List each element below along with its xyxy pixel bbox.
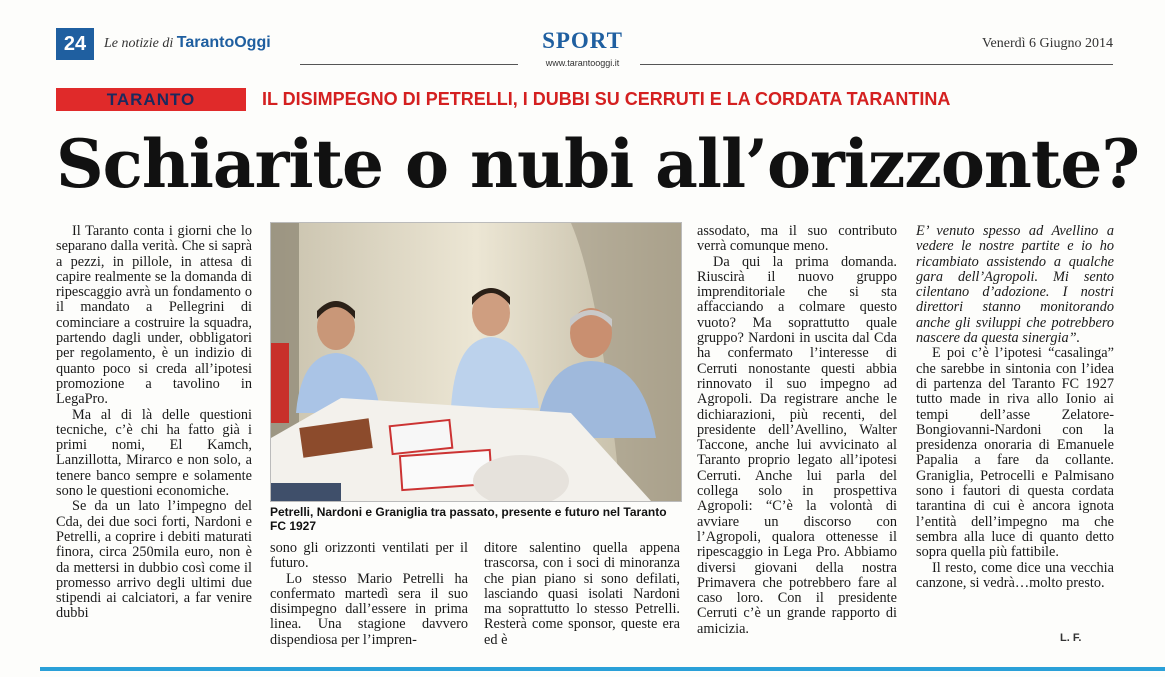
quote-paragraph	[916, 224, 1114, 346]
section-title: SPORT	[542, 28, 623, 53]
paragraph: Lo stesso Mario Petrelli ha confermato martedì sera il suo disimpegno dall’essere in prima linea. Una stagione davvero dispendiosa per l’impren-	[270, 570, 468, 648]
newspaper-name	[104, 34, 271, 52]
paragraph: E poi c’è l’ipotesi “casalinga” che sarebbe in sintonia con l’idea di partenza del Taranto FC 1927 tutto made in riva allo Ionio ai tempi dell’asse Zelatore-Bongiovanni-Nardoni con la presidenza onoraria di Emanuele Papalia a fare da collante. Graniglia, Petrocelli e Palmisano sono i fautori di questa cordata tarantina di cui è ancora ignota l’entità dell’impegno ma che sembra alla luce di quanto detto sopra quella più fattibile.	[916, 345, 1114, 561]
masthead-rule-right	[640, 64, 1113, 65]
article-column-1	[56, 224, 252, 622]
paper-sheet	[390, 420, 453, 454]
issue-date: Venerdì 6 Giugno 2014	[981, 36, 1113, 51]
paragraph: sono gli orizzonti ventilati per il futuro.	[270, 540, 468, 572]
bottom-accent-bar	[40, 667, 1165, 671]
paragraph: ditore salentino quella appena trascorsa, con i soci di minoranza che pian piano si sono defilati, lasciando quasi isolati Nardoni ma soprattutto lo stesso Petrelli. Resterà come sponsor, queste era ed è	[484, 540, 680, 648]
article-column-3	[484, 541, 680, 648]
paragraph: Il resto, come dice una vecchia canzone, si vedrà…molto presto.	[916, 559, 1114, 591]
article-column-5	[916, 224, 1114, 591]
article-photo	[270, 222, 682, 502]
article-column-2	[270, 541, 468, 648]
foreground-shoulder	[271, 483, 341, 501]
paper-prefix: Le notizie di	[104, 36, 174, 51]
website-url: www.tarantooggi.it	[545, 58, 620, 68]
kicker: IL DISIMPEGNO DI PETRELLI, I DUBBI SU CERRUTI E LA CORDATA TARANTINA	[262, 89, 951, 109]
page-number: 24	[56, 28, 94, 60]
quote-text: E’ venuto spesso ad Avellino a vedere le nostre partite e io ho ricambiato assistendo a qualche gara dell’Agropoli. Mi sento cilentano d’adozione. I nostri direttori stanno monitorando anche gli sviluppi che potrebbero nascere da questa sinergia”.	[916, 223, 1114, 347]
paragraph: Da qui la prima domanda. Riuscirà il nuovo gruppo imprenditoriale che si sta affacciando a colmare questo vuoto? Ma soprattutto quale gruppo? Nardoni in uscita dal Cda ha confermato l’interesse di Cerruti nonostante questi abbia rinnovato il suo impegno ad Agropoli. Da registrare anche le dichiarazioni, più recenti, del presidente dell’Avellino, Walter Taccone, anche lui avvicinato al Taranto proprio legato all’ipotesi Cerruti. Anche lui parla del collega solo in prospettiva Agropoli: “C’è la volontà di avviare un discorso con l’Agropoli, qualora ottenesse il ripescaggio in Lega Pro. Abbiamo diversi giovani della nostra Primavera che potrebbero fare al caso loro. Con il presidente Cerruti c’è un grande rapporto di amicizia.	[697, 253, 897, 637]
author-signature: L. F.	[1060, 632, 1082, 644]
paragraph: Ma al di là delle questioni tecniche, c’è chi ha fatto già i primi nomi, El Kamch, Lanzillotta, Mirarco e non solo, a tenere banco sempre e solamente sono le questioni economiche.	[56, 406, 252, 500]
masthead-rule-left	[300, 64, 518, 65]
paragraph: Il Taranto conta i giorni che lo separano dalla verità. Che si saprà a pezzi, in pillole, in attesa di capire realmente se la domanda di ripescaggio avrà un fondamento o il mandato a Pellegrini di cominciare a costruire la squadra, partendo dagli under, obbligatori per regolamento, è un indizio di quanto poco si creda all’ipotesi promozione a tavolino in LegaPro.	[56, 223, 252, 408]
location-tag: TARANTO	[56, 88, 246, 111]
paragraph: Se da un lato l’impegno del Cda, dei due soci forti, Nardoni e Petrelli, a coprire i debiti maturati finora, circa 250mila euro, non è da mettersi in dubbio così come il promesso arrivo degli ultimi due stipendi ai calciatori, a far venire dubbi	[56, 498, 252, 622]
article-column-4	[697, 224, 897, 637]
paper-title: TarantoOggi	[176, 34, 271, 51]
headline: Schiarite o nubi all’orizzonte?	[56, 125, 1140, 203]
photo-illustration	[271, 223, 681, 501]
red-chair-left	[271, 343, 289, 423]
photo-caption: Petrelli, Nardoni e Graniglia tra passato, presente e futuro nel Taranto FC 1927	[270, 505, 667, 533]
paragraph: assodato, ma il suo contributo verrà comunque meno.	[697, 223, 897, 255]
